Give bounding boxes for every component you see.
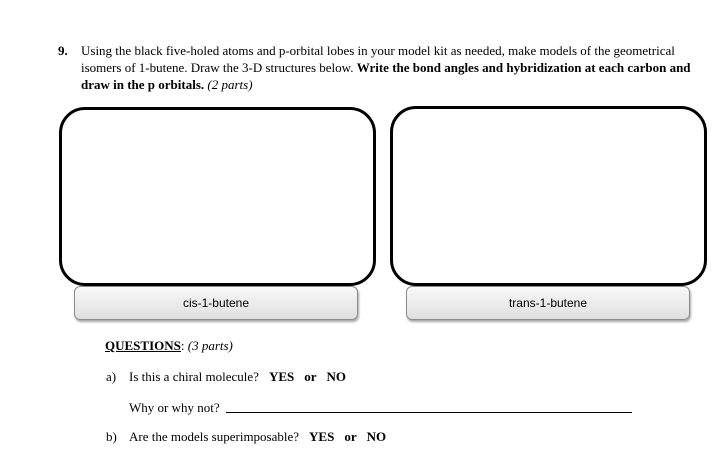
question-a-why: Why or why not? [129,400,220,415]
question-b-text: Are the models superimposable? [129,429,300,444]
question-points: (2 parts) [207,77,253,92]
questions-parts: (3 parts) [187,338,233,353]
question-a-letter: a) [106,369,117,384]
questions-heading [105,338,233,354]
question-bold-instructions: Write the bond angles and hybridization at each carbon and draw in the p orbitals. [81,60,691,92]
label-cis-1-butene: cis-1-butene [74,286,358,320]
questions-title: QUESTIONS [105,338,181,353]
question-text [81,42,691,93]
question-b-yes[interactable]: YES [309,429,335,444]
drawing-box-trans[interactable] [390,106,707,286]
question-a [106,369,346,385]
question-b-or: or [344,429,357,444]
question-a-yes[interactable]: YES [268,369,295,384]
question-b-no[interactable]: NO [366,429,387,444]
question-instructions: Using the black five-holed atoms and p-orbital lobes in your model kit as needed, make models of the geometrical isomers of 1-butene. Draw the 3-D structures below. [81,43,675,75]
question-b-letter: b) [106,429,117,444]
answer-line[interactable] [226,412,632,413]
question-b [106,429,386,445]
label-trans-1-butene: trans-1-butene [406,286,690,320]
question-a-no[interactable]: NO [326,369,347,384]
drawing-box-cis[interactable] [59,107,376,286]
question-a-text: Is this a chiral molecule? [129,369,259,384]
question-number: 9. [58,43,68,58]
questions-colon: : [180,338,185,353]
question-a-or: or [304,369,317,384]
